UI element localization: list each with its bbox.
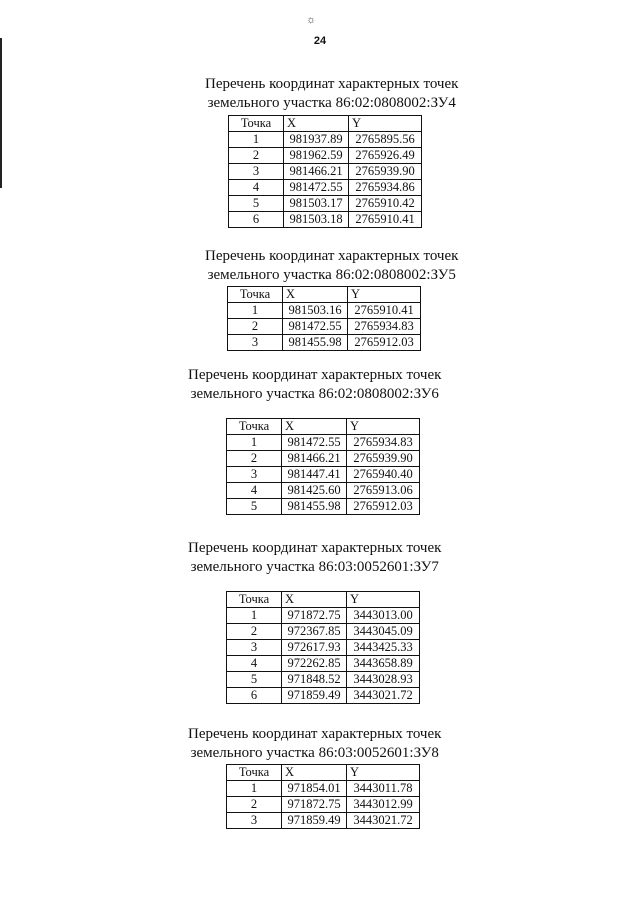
table-row <box>229 196 422 212</box>
cell-point: 1 <box>227 608 282 624</box>
table-row <box>227 483 420 499</box>
cell-point: 5 <box>227 672 282 688</box>
cell-y: 3443013.00 <box>347 608 420 624</box>
cell-x: 981447.41 <box>282 467 347 483</box>
cell-point: 6 <box>229 212 284 228</box>
table-row <box>229 148 422 164</box>
header-x: X <box>282 592 347 608</box>
header-x: X <box>284 116 349 132</box>
cell-x: 981455.98 <box>282 499 347 515</box>
cell-y: 2765940.40 <box>347 467 420 483</box>
cell-y: 2765934.83 <box>348 319 421 335</box>
table-row <box>228 303 421 319</box>
table-row <box>227 451 420 467</box>
table-row <box>227 608 420 624</box>
cell-y: 3443658.89 <box>347 656 420 672</box>
cell-y: 3443011.78 <box>347 781 420 797</box>
cell-y: 2765910.41 <box>348 303 421 319</box>
table-row <box>227 656 420 672</box>
page-number: 24 <box>313 35 327 47</box>
cell-point: 4 <box>227 483 282 499</box>
cell-x: 971859.49 <box>282 813 347 829</box>
section-title-line2: земельного участка 86:02:0808002:ЗУ4 <box>207 95 456 111</box>
table-row <box>229 164 422 180</box>
cell-x: 971848.52 <box>282 672 347 688</box>
table-row <box>227 781 420 797</box>
table-row <box>227 688 420 704</box>
table-header-row <box>228 287 421 303</box>
table-row <box>227 813 420 829</box>
table-header-row <box>227 419 420 435</box>
header-y: Y <box>349 116 422 132</box>
cell-point: 1 <box>228 303 283 319</box>
table-row <box>229 212 422 228</box>
cell-y: 2765910.42 <box>349 196 422 212</box>
cell-y: 2765934.86 <box>349 180 422 196</box>
section-title-line1: Перечень координат характерных точек <box>188 367 442 383</box>
section-title-line1: Перечень координат характерных точек <box>188 726 442 742</box>
coordinates-table <box>226 591 420 704</box>
cell-y: 2765934.83 <box>347 435 420 451</box>
cell-y: 3443021.72 <box>347 688 420 704</box>
cell-x: 981466.21 <box>284 164 349 180</box>
table-row <box>227 624 420 640</box>
section-zu8 <box>188 725 441 829</box>
cell-point: 2 <box>228 319 283 335</box>
header-point: Точка <box>229 116 284 132</box>
cell-point: 4 <box>229 180 284 196</box>
section-zu6 <box>188 366 441 515</box>
cell-point: 2 <box>227 797 282 813</box>
header-x: X <box>283 287 348 303</box>
header-x: X <box>282 765 347 781</box>
section-title-line2: земельного участка 86:02:0808002:ЗУ6 <box>190 386 439 402</box>
cell-y: 3443425.33 <box>347 640 420 656</box>
table-row <box>228 319 421 335</box>
cell-point: 5 <box>227 499 282 515</box>
cell-point: 5 <box>229 196 284 212</box>
table-row <box>227 435 420 451</box>
cell-point: 2 <box>229 148 284 164</box>
cell-y: 3443012.99 <box>347 797 420 813</box>
header-y: Y <box>347 592 420 608</box>
section-title-line1: Перечень координат характерных точек <box>188 540 442 556</box>
coordinates-table <box>226 764 420 829</box>
cell-point: 3 <box>227 640 282 656</box>
cell-x: 971872.75 <box>282 608 347 624</box>
scan-edge-mark <box>0 38 2 188</box>
cell-y: 2765895.56 <box>349 132 422 148</box>
section-title-line1: Перечень координат характерных точек <box>205 248 459 264</box>
cell-y: 2765912.03 <box>348 335 421 351</box>
cell-point: 1 <box>229 132 284 148</box>
header-point: Точка <box>227 419 282 435</box>
cell-y: 2765939.90 <box>349 164 422 180</box>
header-point: Точка <box>228 287 283 303</box>
cell-point: 3 <box>228 335 283 351</box>
cell-x: 981503.18 <box>284 212 349 228</box>
cell-x: 981472.55 <box>282 435 347 451</box>
cell-point: 6 <box>227 688 282 704</box>
cell-y: 3443045.09 <box>347 624 420 640</box>
section-zu4 <box>205 75 458 228</box>
table-row <box>229 132 422 148</box>
table-row <box>228 335 421 351</box>
cell-point: 4 <box>227 656 282 672</box>
cell-y: 3443021.72 <box>347 813 420 829</box>
cell-x: 971859.49 <box>282 688 347 704</box>
coordinates-table <box>228 115 422 228</box>
cell-y: 2765926.49 <box>349 148 422 164</box>
cell-x: 971854.01 <box>282 781 347 797</box>
cell-x: 971872.75 <box>282 797 347 813</box>
table-row <box>227 499 420 515</box>
coordinates-table <box>226 418 420 515</box>
header-point: Точка <box>227 765 282 781</box>
section-title-line1: Перечень координат характерных точек <box>205 76 459 92</box>
header-y: Y <box>348 287 421 303</box>
cell-x: 972262.85 <box>282 656 347 672</box>
cell-x: 981455.98 <box>283 335 348 351</box>
cell-y: 2765913.06 <box>347 483 420 499</box>
cell-x: 981962.59 <box>284 148 349 164</box>
cell-x: 981503.16 <box>283 303 348 319</box>
table-header-row <box>227 592 420 608</box>
cell-y: 3443028.93 <box>347 672 420 688</box>
cell-x: 981937.89 <box>284 132 349 148</box>
cell-point: 1 <box>227 781 282 797</box>
section-title-line2: земельного участка 86:02:0808002:ЗУ5 <box>207 267 456 283</box>
table-row <box>229 180 422 196</box>
cell-x: 972367.85 <box>282 624 347 640</box>
table-row <box>227 467 420 483</box>
table-row <box>227 672 420 688</box>
cell-y: 2765939.90 <box>347 451 420 467</box>
cell-x: 981503.17 <box>284 196 349 212</box>
section-zu5 <box>205 247 458 351</box>
cell-x: 981472.55 <box>284 180 349 196</box>
cell-x: 981425.60 <box>282 483 347 499</box>
cell-point: 2 <box>227 624 282 640</box>
table-header-row <box>229 116 422 132</box>
section-title-line2: земельного участка 86:03:0052601:ЗУ8 <box>190 745 439 761</box>
section-zu7 <box>188 539 441 704</box>
table-header-row <box>227 765 420 781</box>
header-y: Y <box>347 765 420 781</box>
table-row <box>227 640 420 656</box>
cell-point: 1 <box>227 435 282 451</box>
header-x: X <box>282 419 347 435</box>
coordinates-table <box>227 286 421 351</box>
cell-x: 981472.55 <box>283 319 348 335</box>
cell-point: 2 <box>227 451 282 467</box>
header-point: Точка <box>227 592 282 608</box>
cell-point: 3 <box>229 164 284 180</box>
table-row <box>227 797 420 813</box>
cell-point: 3 <box>227 813 282 829</box>
header-y: Y <box>347 419 420 435</box>
cell-point: 3 <box>227 467 282 483</box>
cell-x: 972617.93 <box>282 640 347 656</box>
section-title-line2: земельного участка 86:03:0052601:ЗУ7 <box>190 559 439 575</box>
cell-x: 981466.21 <box>282 451 347 467</box>
cell-y: 2765910.41 <box>349 212 422 228</box>
header-asterisk: ☼ <box>306 14 317 26</box>
cell-y: 2765912.03 <box>347 499 420 515</box>
